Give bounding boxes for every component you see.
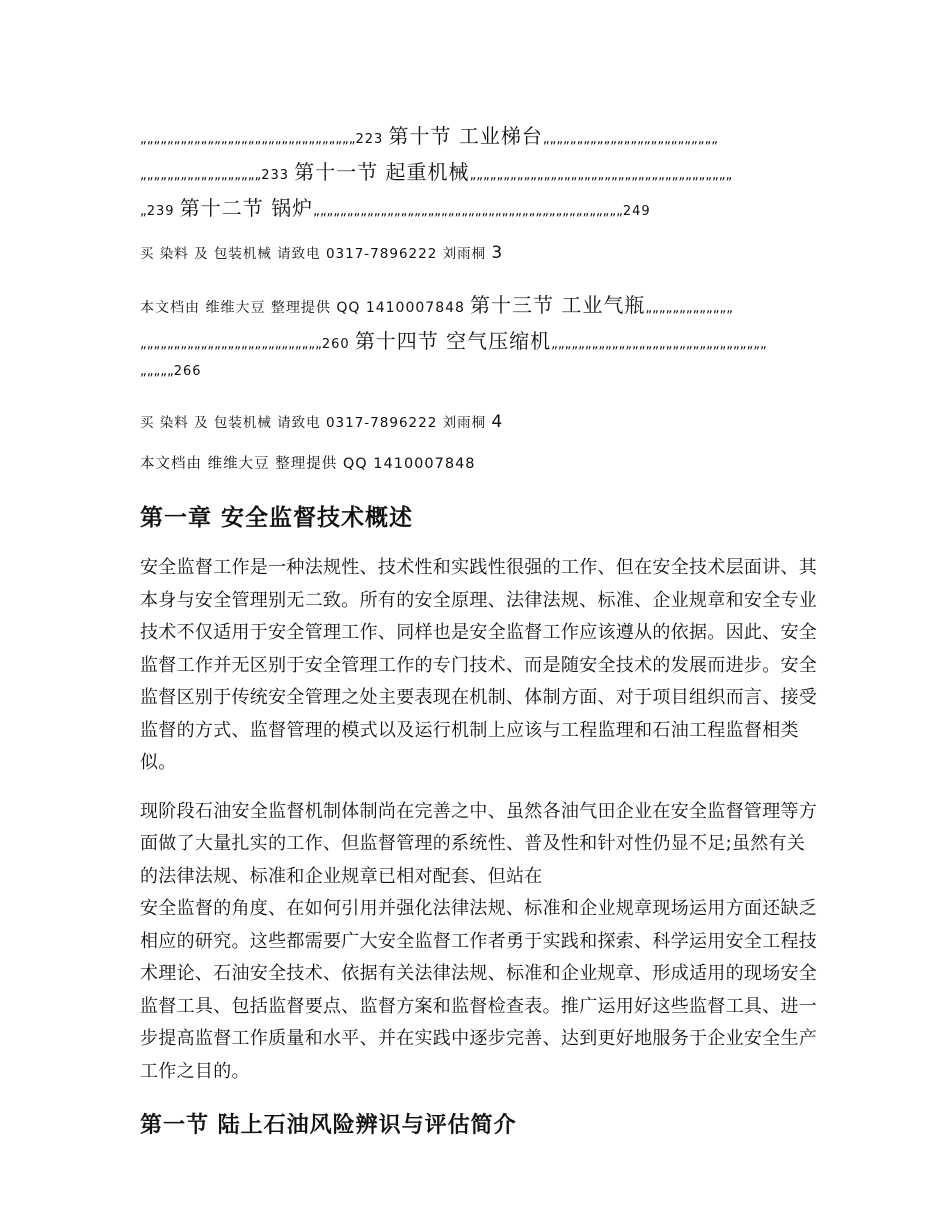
toc-page-number: 260 [321,337,350,352]
paragraph-part: 现阶段石油安全监督机制体制尚在完善之中、虽然各油气田企业在安全监督管理等方面做了大量扎实的工作、但监督管理的系统性、普及性和针对性仍显不足;虽然有关的法律法规、标准和企业规章已相对配套、但站在 [140,800,818,887]
footer-page-number: 3 [491,243,504,263]
toc-leader: „„„„„„„„„„„„„„„„„„„„„„„„„„„„„„„„ [140,132,356,147]
document-page [140,118,820,1139]
footer-text: 买 染料 及 包装机械 请致电 0317-7896222 刘雨桐 [140,246,487,262]
toc-leader: „„„„„„„„„„„„„„„„„„„„„„„„„„„„„„„„„„„„„„„ [469,168,733,183]
toc-leader: „„„„„„„„„„„„„„„„„„ [140,168,262,183]
toc-entry-title: 第十三节 工业气瓶 [470,293,646,317]
chapter-title: 第一章 安全监督技术概述 [140,505,414,531]
body-paragraph: 安全监督工作是一种法规性、技术性和实践性很强的工作、但在安全技术层面讲、其本身与安全管理别无二致。所有的安全原理、法律法规、标准、企业规章和安全专业技术不仅适用于安全管理工作、同样也是安全监督工作应该遵从的依据。因此、安全监督工作并无区别于安全管理工作的专门技术、而是随安全技术的发展而进步。安全监督区别于传统安全管理之处主要表现在机制、体制方面、对于项目组织而言、接受监督的方式、监督管理的模式以及运行机制上应该与工程监理和石油工程监督相类似。 [140,557,818,773]
toc-entry-title: 第十四节 空气压缩机 [354,329,552,353]
footer-page-number: 4 [491,412,504,432]
toc-leader: „„„„„„„„„„„„„„„„„„„„„„„„„„„„„„„„ [551,337,767,352]
toc-entry-title: 第十节 工业梯台 [388,124,543,148]
toc-leader: „„„„„ [140,364,174,379]
toc-leader: „ [140,204,147,219]
footer-text: 买 染料 及 包装机械 请致电 0317-7896222 刘雨桐 [140,415,487,431]
toc-page-number: 223 [355,132,384,147]
credit-line: 本文档由 维维大豆 整理提供 QQ 1410007848 [140,456,476,472]
toc-leader: „„„„„„„„„„„„„„„„„„„„„„„„„„ [542,132,718,147]
toc-entry-title: 第十二节 锅炉 [179,196,314,220]
page-footer [140,242,820,263]
toc-leader: „„„„„„„„„„„„„„„„„„„„„„„„„„„ [140,337,322,352]
toc-line [140,287,820,323]
credit-text: 本文档由 维维大豆 整理提供 QQ 1410007848 [140,300,465,316]
toc-page-number: 239 [146,204,175,219]
toc-leader: „„„„„„„„„„„„„„„„„„„„„„„„„„„„„„„„„„„„„„„„„„„„„„ [313,204,623,219]
toc-entry-title: 第十一节 起重机械 [294,160,470,184]
toc-page-number: 249 [622,204,651,219]
section-title: 第一节 陆上石油风险辨识与评估简介 [140,1113,517,1138]
toc-line [140,118,820,154]
paragraph-part: 安全监督的角度、在如何引用并强化法律法规、标准和企业规章现场运用方面还缺乏相应的研究。这些都需要广大安全监督工作者勇于实践和探索、科学运用安全工程技术理论、石油安全技术、依据有关法律法规、标准和企业规章、形成适用的现场安全监督工具、包括监督要点、监督方案和监督检查表。推广运用好这些监督工具、进一步提高监督工作质量和水平、并在实践中逐步完善、达到更好地服务于企业安全生产工作之目的。 [140,898,818,1082]
toc-page-number: 233 [261,168,290,183]
toc-line [140,154,820,190]
toc-line [140,190,820,226]
toc-line [140,359,820,385]
toc-page-number: 266 [173,364,202,379]
page-footer [140,411,820,432]
toc-leader: „„„„„„„„„„„„„ [645,301,733,316]
toc-line [140,323,820,359]
body-paragraph [140,796,820,1089]
